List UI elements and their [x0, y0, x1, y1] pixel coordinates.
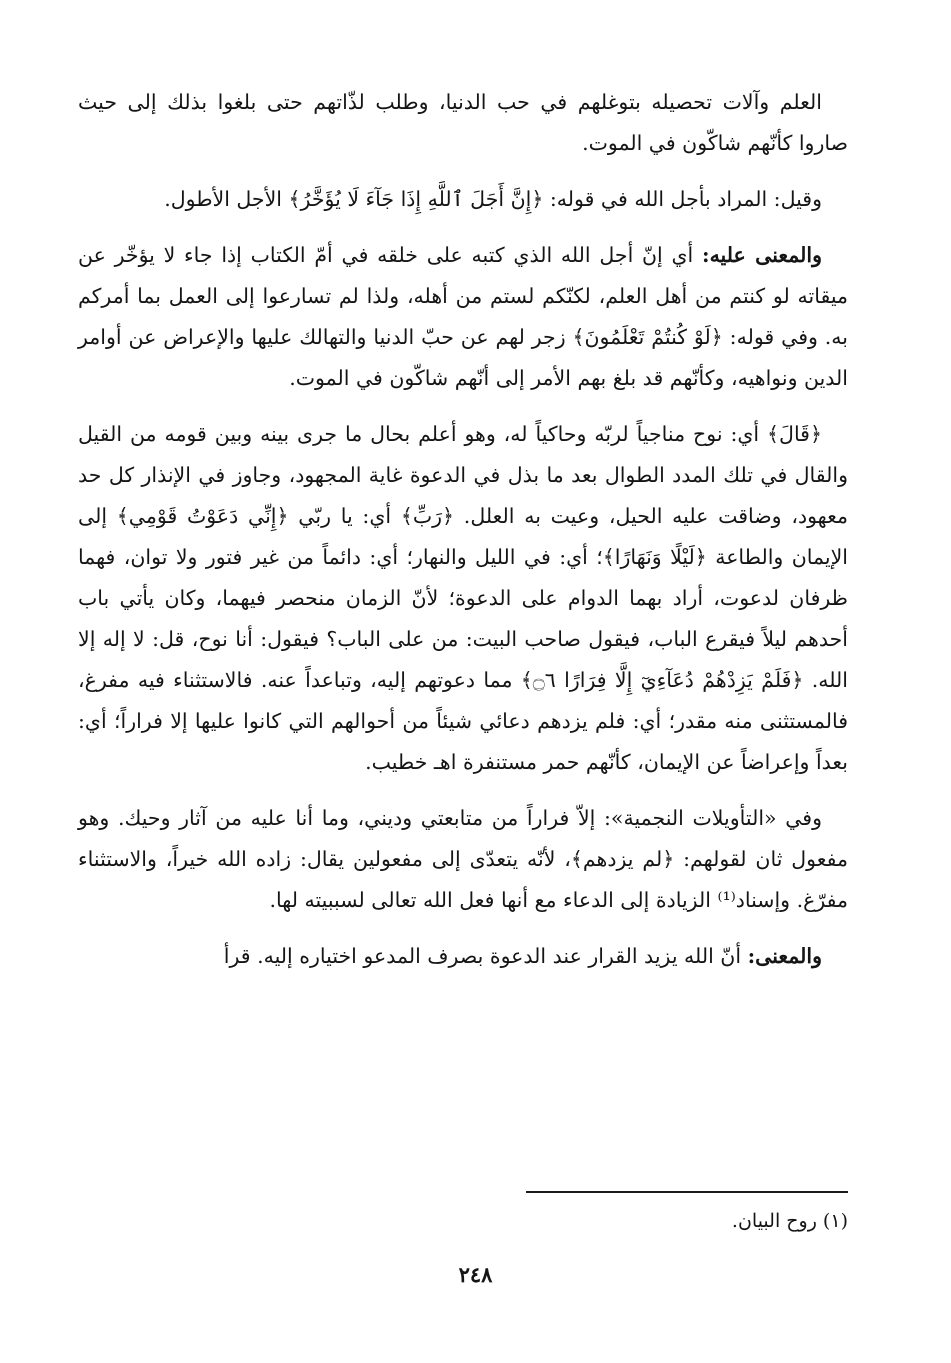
paragraph-6	[78, 936, 848, 977]
page-number: ٢٤٨	[458, 1262, 493, 1287]
footnote-divider	[526, 1191, 848, 1193]
paragraph-3	[78, 235, 848, 399]
paragraph-text: أنّ الله يزيد القرار عند الدعوة بصرف المدعو اختياره إليه. قرأ	[223, 944, 748, 968]
paragraph-2	[78, 179, 848, 220]
paragraph-lead: والمعنى:	[747, 944, 822, 968]
paragraph-1	[78, 82, 848, 164]
paragraph-4	[78, 414, 848, 783]
paragraph-text: وفي «التأويلات النجمية»: إلاّ فراراً من متابعتي وديني، وما أنا عليه من آثار وحيك. وهو مفعول ثان لقولهم: ﴿لم يزدهم﴾، لأنّه يتعدّى إلى مفعولين يقال: زاده الله خيراً، والاستثناء مفرّغ. وإسناد⁽¹⁾ الزيادة إلى الدعاء مع أنها فعل الله تعالى لسببيته لها.	[78, 806, 848, 912]
main-text	[78, 82, 848, 992]
paragraph-text: أي إنّ أجل الله الذي كتبه على خلقه في أمّ الكتاب إذا جاء لا يؤخّر عن ميقاته لو كنتم من أهل العلم، لكنّكم لستم من أهله، ولذا لم تسارعوا إلى العمل بما أمركم به. وفي قوله: ﴿لَوْ كُنتُمْ تَعْلَمُونَ﴾ زجر لهم عن حبّ الدنيا والتهالك عليها والإعراض عن أوامر الدين ونواهيه، وكأنّهم قد بلغ بهم الأمر إلى أنّهم شاكّون في الموت.	[78, 243, 848, 390]
footnote: (١) روح البيان.	[731, 1210, 848, 1232]
paragraph-text: وقيل: المراد بأجل الله في قوله: ﴿إِنَّ أَجَلَ ٱللَّهِ إِذَا جَآءَ لَا يُؤَخَّرُ﴾ الأجل الأطول.	[164, 187, 822, 211]
paragraph-5	[78, 798, 848, 921]
paragraph-text: ﴿قَالَ﴾ أي: نوح مناجياً لربّه وحاكياً له، وهو أعلم بحال ما جرى بينه وبين قومه من القيل والقال في تلك المدد الطوال بعد ما بذل في الدعوة غاية المجهود، وجاوز في الإنذار كل حد معهود، وضاقت عليه الحيل، وعيت به العلل. ﴿رَبِّ﴾ أي: يا ربّي ﴿إِنِّي دَعَوْتُ قَوْمِي﴾ إلى الإيمان والطاعة ﴿لَيْلًا وَنَهَارًا﴾؛ أي: في الليل والنهار؛ أي: دائماً من غير فتور ولا توان، فهما ظرفان لدعوت، أراد بهما الدوام على الدعوة؛ لأنّ الزمان منحصر فيهما، وكان يأتي باب أحدهم ليلاً فيقرع الباب، فيقول صاحب البيت: من على الباب؟ فيقول: أنا نوح، قل: لا إله إلا الله. ﴿فَلَمْ يَزِدْهُمْ دُعَآءِيٓ إِلَّا فِرَارًا ۝٦﴾ مما دعوتهم إليه، وتباعداً عنه. فالاستثناء فيه مفرغ، فالمستثنى منه مقدر؛ أي: فلم يزدهم دعائي شيئاً من أحوالهم التي كانوا عليها إلا فراراً؛ أي: بعداً وإعراضاً عن الإيمان، كأنّهم حمر مستنفرة اهـ خطيب.	[78, 422, 848, 774]
paragraph-lead: والمعنى عليه:	[702, 243, 822, 267]
paragraph-text: العلم وآلات تحصيله بتوغلهم في حب الدنيا، وطلب لذّاتهم حتى بلغوا بذلك إلى حيث صاروا كأنّهم شاكّون في الموت.	[78, 90, 848, 155]
